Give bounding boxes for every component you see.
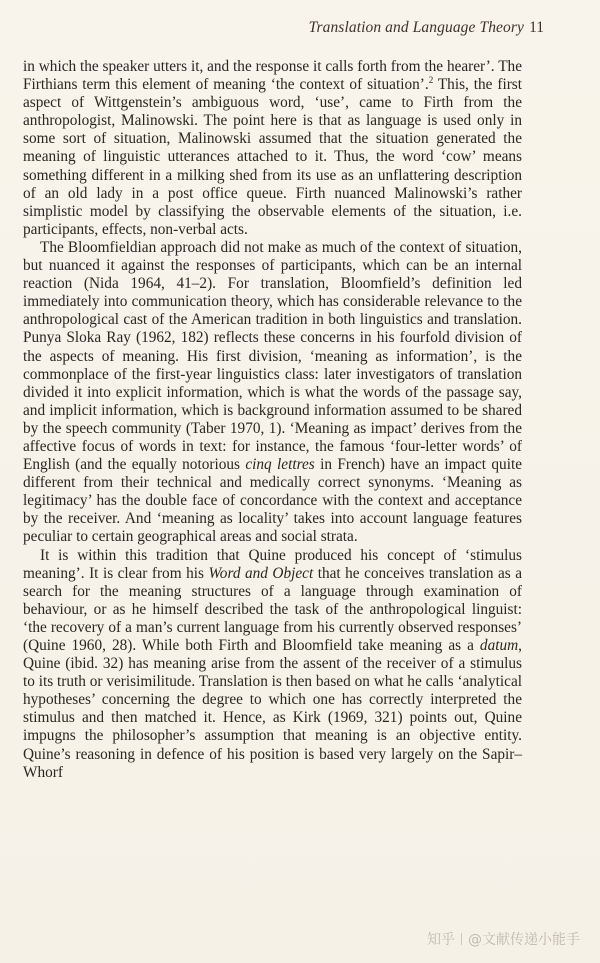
watermark-divider: [461, 933, 462, 945]
running-title: Translation and Language Theory: [308, 19, 524, 36]
paragraph-1: [23, 58, 522, 239]
paragraph-3: [23, 547, 522, 782]
paragraph-1-text-b: This, the first aspect of Wittgenstein’s ambiguous word, ‘use’, came to Firth from the anthropologist, Malinowski. The point here is that as language is used only in some sort of situation, Malinowski assumed that the situation generated the meaning of linguistic utterances attached to it. Thus, the word ‘cow’ means something different in a milking shed from its use as an unflattering description of an old lady in a post office queue. Firth nuanced Malinowski’s rather simplistic model by classifying the observable elements of the situation, i.e. participants, effects, non-verbal acts.: [23, 76, 523, 238]
watermark-site: 知乎: [427, 932, 455, 948]
page-number: 11: [529, 19, 544, 36]
paragraph-1-text-a: in which the speaker utters it, and the response it calls forth from the hearer’. The Firthians term this element of meaning ‘the context of situation’.: [23, 58, 522, 94]
paragraph-3-text-c: , Quine (ibid. 32) has meaning arise from the assent of the receiver of a stimulus to its truth or verisimilitude. Translation is then based on what he calls ‘analytical hypotheses’ concerning the degree to which one has correctly interpreted the stimulus and then matched it. Hence, as Kirk (1969, 321) points out, Quine impugns the philosopher’s assumption that meaning is an objective entity. Quine’s reasoning in defence of his position is based very largely on the Sapir–Whorf: [23, 637, 522, 781]
paragraph-2-text-b: in French) have an impact quite different from their technical and medically correct synonyms. ‘Meaning as legitimacy’ has the double face of concordance with the context and acceptance by the receiver. And ‘meaning as locality’ takes into account language features peculiar to certain geographical areas and social strata.: [23, 456, 522, 546]
paragraph-2-text-a: The Bloomfieldian approach did not make as much of the context of situation, but nuanced it against the responses of participants, which can be an internal reaction (Nida 1964, 41–2). For translation, Bloomfield’s definition led immediately into communication theory, which has considerable relevance to the anthropological cast of the American tradition in both linguistics and translation. Punya Sloka Ray (1962, 182) reflects these concerns in his fourfold division of the aspects of meaning. His first division, ‘meaning as information’, is the commonplace of the first-year linguistics class: later investigators of translation divided it into explicit information, which is what the words of the passage say, and implicit information, which is background information assumed to be shared by the speech community (Taber 1970, 1). ‘Meaning as impact’ derives from the affective focus of words in text: for instance, the famous ‘four-letter words’ of English (and the equally notorious: [23, 238, 522, 474]
paragraph-3-text-b: that he conceives translation as a search for the meaning structures of a language through examination of behaviour, or as he himself described the task of the anthropological linguist: ‘the recovery of a man’s current language from his currently observed responses’ (Quine 1960, 28). While both Firth and Bloomfield take meaning as a: [23, 564, 522, 654]
watermark: [427, 929, 580, 949]
paragraph-2: [23, 239, 522, 547]
body-text: [23, 58, 522, 782]
paragraph-3-italic-datum: datum: [479, 637, 519, 654]
watermark-author: @文献传递小能手: [468, 932, 580, 948]
footnote-ref[interactable]: 2: [428, 75, 434, 85]
paragraph-3-text-a: It is within this tradition that Quine produced his concept of ‘stimulus meaning’. It is clear from his: [23, 546, 522, 582]
paragraph-3-italic-title: Word and Object: [208, 564, 314, 582]
paragraph-2-italic: cinq lettres: [245, 456, 315, 474]
